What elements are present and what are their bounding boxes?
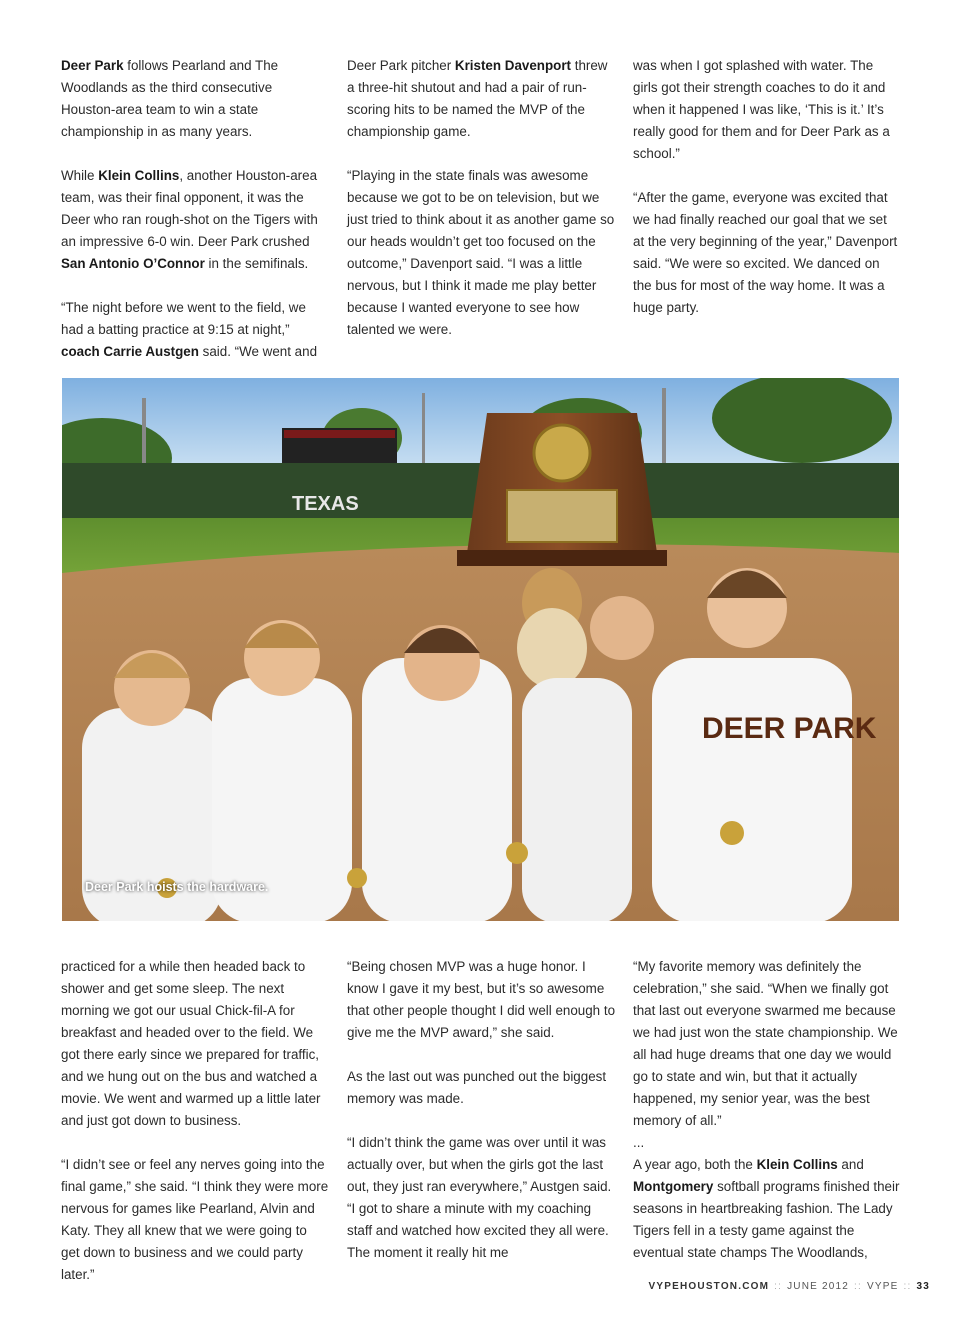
paragraph [61, 297, 329, 363]
footer-separator: :: [903, 1281, 912, 1292]
article-column-1 [61, 55, 329, 363]
jersey-text: DEER PARK [702, 712, 877, 745]
text: follows Pearland and The Woodlands as the third consecutive Houston-area team to win a state championship in as many years. [61, 58, 279, 139]
footer-separator: :: [854, 1281, 863, 1292]
team-name: Deer Park [61, 58, 124, 73]
person-name: coach Carrie Austgen [61, 344, 199, 359]
article-column-2 [347, 55, 615, 341]
paragraph: “I didn’t think the game was over until it was actually over, but when the girls got the last out, they just ran everywhere,” Austgen said. “I got to share a minute with my coaching staff and watched how excited they all were. The moment it really hit me [347, 1135, 612, 1260]
footer-magazine: VYPE [867, 1281, 899, 1292]
text: softball programs finished their seasons in heartbreaking fashion. The Lady Tigers fell in a testy game against the eventual state champs The Woodlands, [633, 1179, 900, 1260]
article-column-4 [61, 956, 329, 1286]
text: Deer Park pitcher [347, 58, 455, 73]
page-number: 33 [916, 1281, 930, 1292]
photo-caption: Deer Park hoists the hardware. [85, 880, 269, 894]
paragraph: “After the game, everyone was excited that we had finally reached our goal that we set at the very beginning of the year,” Davenport said. “We were so excited. We danced on the bus for most of the way home. It was a huge party. [633, 190, 898, 315]
text: While [61, 168, 99, 183]
paragraph: practiced for a while then headed back to shower and get some sleep. The next morning we got our usual Chick-fil-A for breakfast and headed over to the field. We got there early since we prepared for traffic, and we hung out on the bus and watched a movie. We went and warmed up a little later and just got down to business. [61, 959, 321, 1128]
text: said. “We went and [198, 344, 318, 359]
paragraph [61, 165, 329, 275]
paragraph: “My favorite memory was definitely the celebration,” she said. “When we finally got that last out everyone swarmed me because we had just won the state championship. We all had huge dreams that one day we would go to state and win, but that it actually happened, my senior year, was the best memory of all.” [633, 959, 898, 1128]
text: threw a three-hit shutout and had a pair of run-scoring hits to be named the MVP of the championship game. [347, 58, 608, 139]
text: and [837, 1157, 864, 1172]
footer-separator: :: [774, 1281, 783, 1292]
paragraph: “Being chosen MVP was a huge honor. I know I gave it my best, but it’s so awesome that other people thought I did well enough to give me the MVP award,” she said. [347, 959, 616, 1040]
article-column-3 [633, 55, 901, 319]
team-name: Klein Collins [98, 168, 180, 183]
paragraph: was when I got splashed with water. The girls got their strength coaches to do it and when it happened I was like, ‘This is it.’ It’s really good for them and for Deer Park as a school.” [633, 58, 890, 161]
photo-illustration [62, 378, 899, 921]
text: in the semifinals. [204, 256, 309, 271]
paragraph: “Playing in the state finals was awesome because we got to be on television, but we just tried to think about it as another game so our heads wouldn’t get too focused on the outcome,” Davenport said. “I was a little nervous, but I think it made me play better because I wanted everyone to see how talented we were. [347, 168, 615, 337]
article-column-5 [347, 956, 615, 1264]
text: A year ago, both the [633, 1157, 757, 1172]
footer-site: VYPEHOUSTON.COM [648, 1281, 770, 1292]
footer-issue: JUNE 2012 [787, 1281, 850, 1292]
page-footer [649, 1281, 930, 1292]
text: “The night before we went to the field, we had a batting practice at 9:15 at night,” [61, 300, 306, 337]
wall-text: TEXAS [292, 493, 359, 515]
paragraph [347, 55, 615, 143]
team-name: Montgomery [633, 1179, 714, 1194]
paragraph: As the last out was punched out the biggest memory was made. [347, 1069, 607, 1106]
paragraph [61, 55, 329, 143]
team-name: San Antonio O’Connor [61, 256, 205, 271]
text: , another Houston-area team, was their final opponent, it was the Deer who ran rough-shot on the Tigers with an impressive 6-0 win. Deer Park crushed [61, 168, 318, 249]
paragraph: “I didn’t see or feel any nerves going into the final game,” she said. “I think they were more nervous for games like Pearland, Alvin and Katy. They all knew that we were going to get down to business and we could party later.” [61, 1157, 329, 1282]
article-column-6 [633, 956, 901, 1264]
team-name: Klein Collins [756, 1157, 838, 1172]
section-separator: ... [633, 1135, 645, 1150]
paragraph [633, 1154, 901, 1264]
person-name: Kristen Davenport [454, 58, 571, 73]
team-celebration-photo [62, 378, 899, 921]
